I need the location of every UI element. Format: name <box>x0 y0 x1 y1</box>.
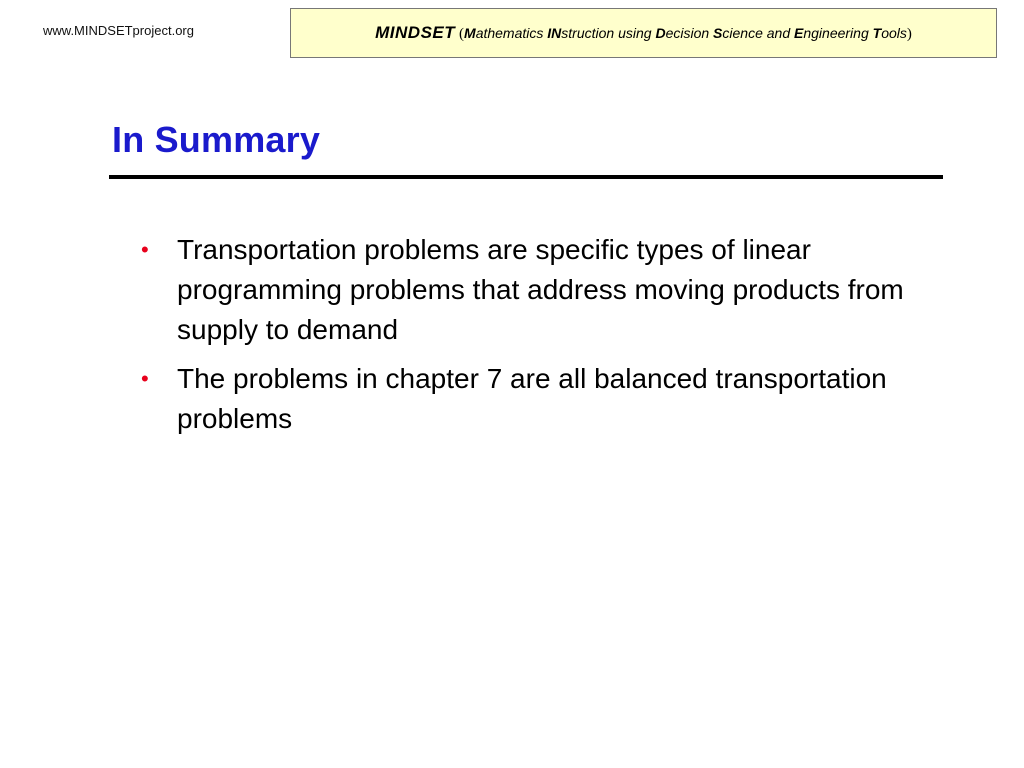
banner-open-paren: ( <box>459 26 465 42</box>
banner-initial: M <box>464 25 476 41</box>
banner-word-rest: ngineering <box>803 25 873 41</box>
banner-brand: MINDSET <box>375 23 456 42</box>
site-url: www.MINDSETproject.org <box>43 23 194 38</box>
banner-initial: E <box>794 25 804 41</box>
banner-initial: S <box>713 25 723 41</box>
project-banner <box>290 8 997 58</box>
banner-word-rest: struction using <box>561 25 656 41</box>
bullet-list <box>141 230 971 448</box>
banner-initial: T <box>872 25 882 41</box>
bullet-dot-icon: • <box>141 237 149 262</box>
banner-initial: IN <box>547 25 562 41</box>
bullet-text: Transportation problems are specific types of linear programming problems that address moving products from supply to demand <box>177 234 904 345</box>
banner-word-rest: athematics <box>475 25 548 41</box>
banner-word-rest: cience and <box>722 25 794 41</box>
bullet-dot-icon: • <box>141 366 149 391</box>
bullet-item <box>141 359 971 439</box>
banner-initial: D <box>655 25 666 41</box>
title-divider <box>109 175 943 179</box>
bullet-item <box>141 230 971 350</box>
slide-title: In Summary <box>112 119 321 160</box>
banner-close-paren: ) <box>906 26 912 42</box>
bullet-text: The problems in chapter 7 are all balanced transportation problems <box>177 363 887 434</box>
banner-word-rest: ecision <box>665 25 714 41</box>
banner-word-rest: ools <box>881 25 907 41</box>
